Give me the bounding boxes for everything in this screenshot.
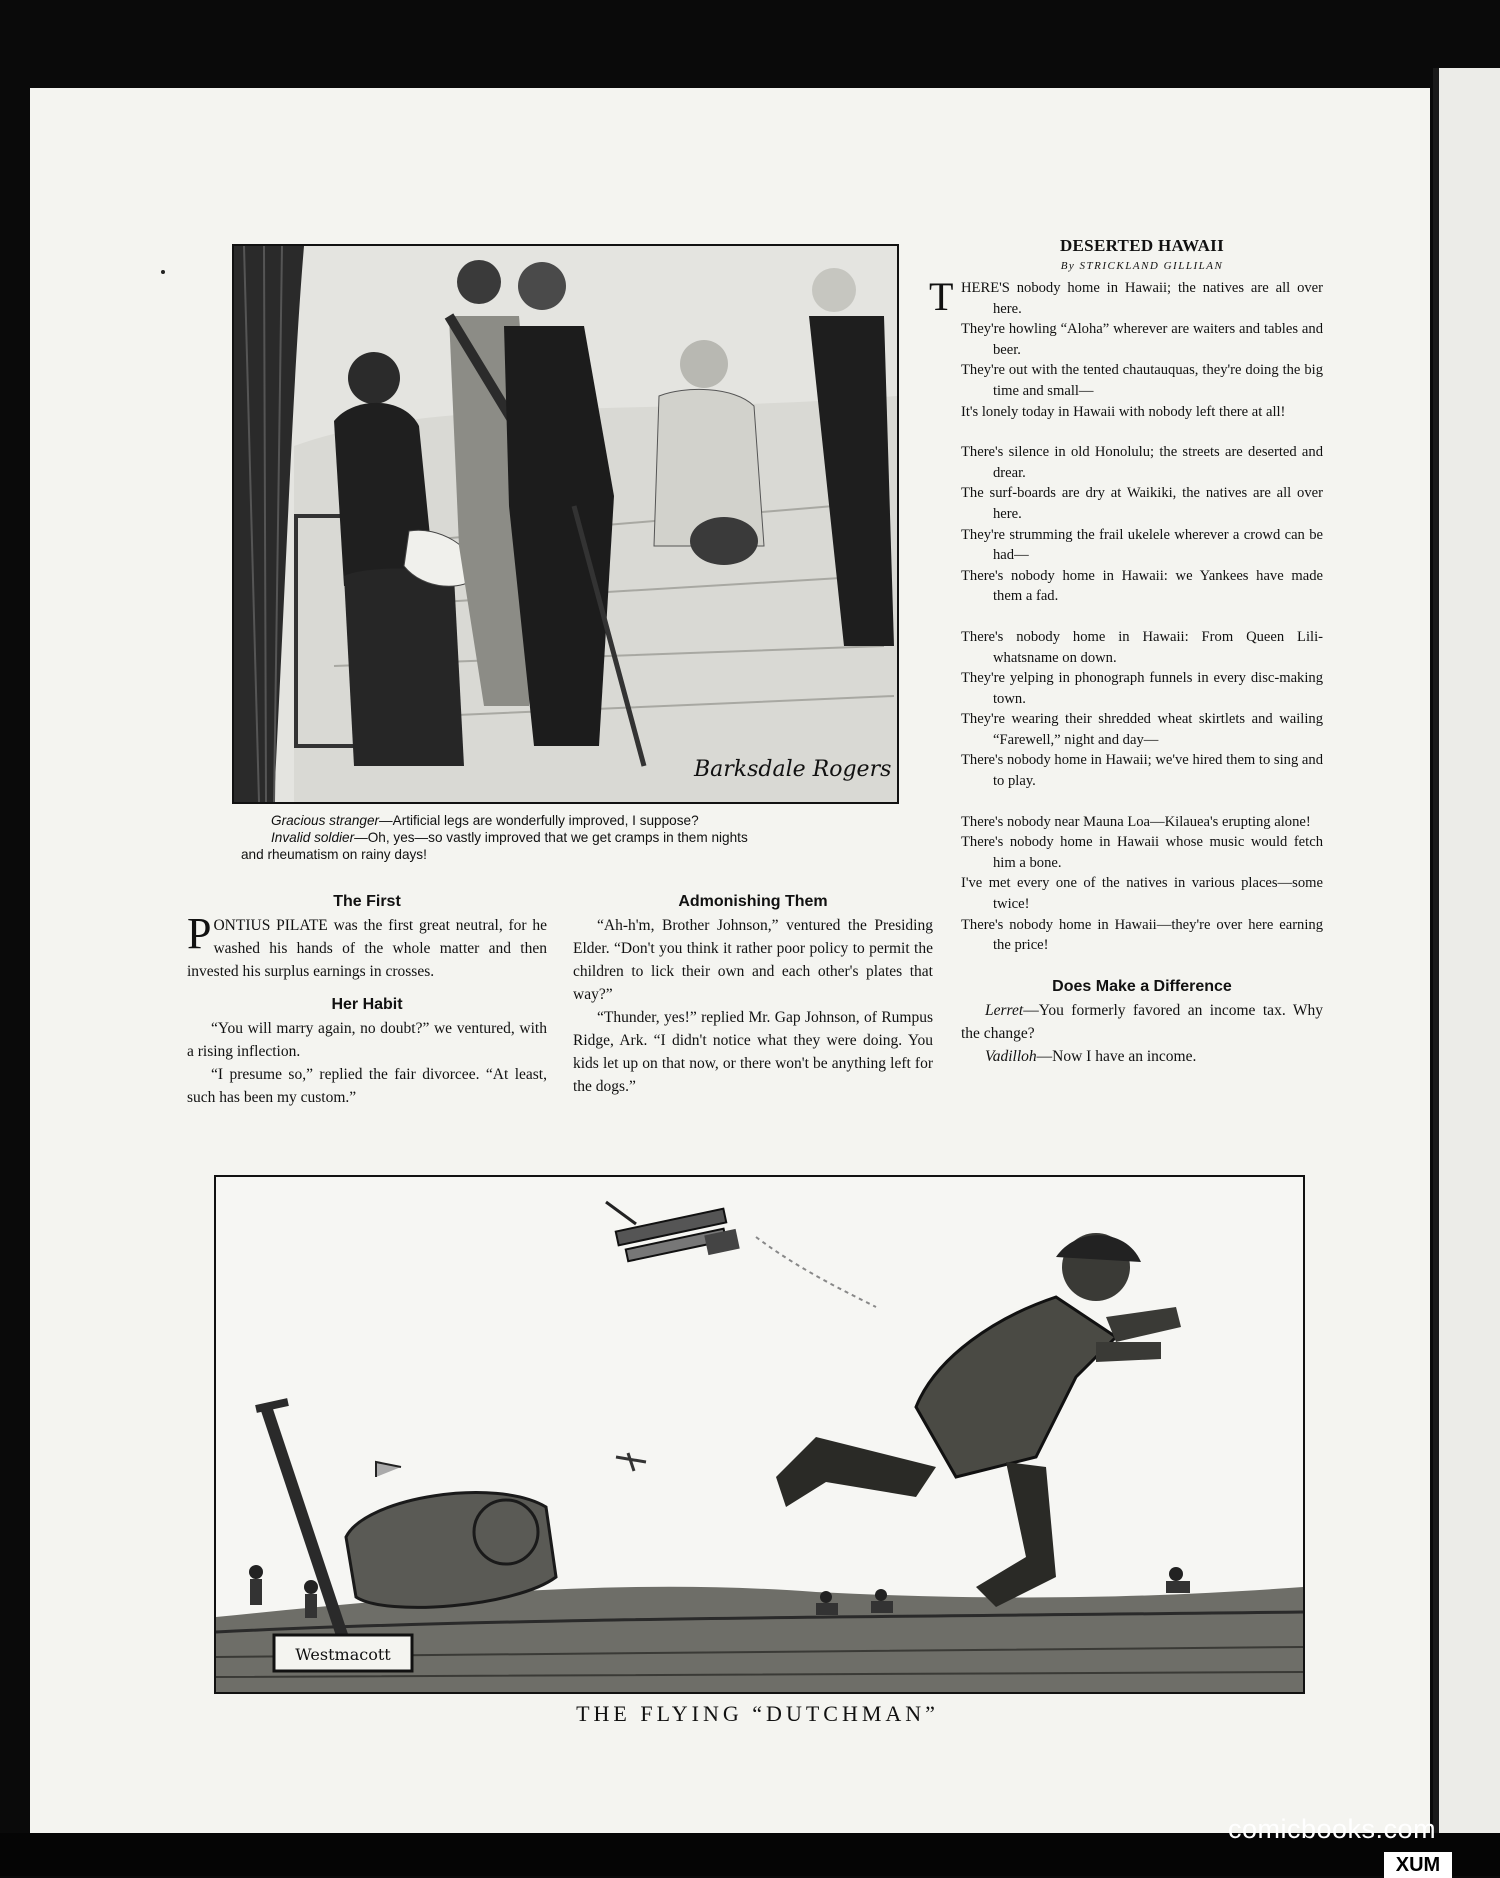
cartoon-caption <box>241 812 889 863</box>
facing-page-edge <box>1433 68 1500 1833</box>
poem-line: They're strumming the frail ukelele wherever a crowd can be had— <box>961 526 1323 564</box>
poem-line: There's nobody home in Hawaii: From Queen Lili-whatsname on down. <box>961 628 1323 666</box>
site-watermark: comicbooks.com <box>1228 1814 1437 1844</box>
artist-signature: Westmacott <box>295 1645 391 1664</box>
poem-line: There's nobody home in Hawaii: we Yankees have made them a fad. <box>961 567 1323 605</box>
column-middle <box>573 891 933 1098</box>
paragraph-her-habit-1: “You will marry again, no doubt?” we ventured, with a rising inflection. <box>187 1020 547 1060</box>
paragraph-difference-1: Lerret—You formerly favored an income tax. Why the change? <box>961 1001 1323 1042</box>
heading-difference: Does Make a Difference <box>1052 977 1232 995</box>
paragraph-difference-2: Vadilloh—Now I have an income. <box>985 1047 1197 1065</box>
poem-line: They're howling “Aloha” wherever are waiters and tables and beer. <box>961 321 1323 358</box>
poem-line: There's nobody home in Hawaii—they're over here earning the price! <box>961 916 1323 954</box>
poem-stanza <box>961 278 1323 422</box>
poem-line: They're wearing their shredded wheat skirtlets and wailing “Farewell,” night and day— <box>961 711 1323 748</box>
poem-line: There's nobody home in Hawaii whose music would fetch him a bone. <box>961 834 1323 871</box>
illustration-caption: THE FLYING “DUTCHMAN” <box>576 1701 939 1726</box>
poem-stanza <box>961 627 1323 792</box>
caption-speaker: Invalid soldier <box>271 830 355 845</box>
heading-her-habit: Her Habit <box>331 996 403 1013</box>
paragraph-admonishing-2: “Thunder, yes!” replied Mr. Gap Johnson, of Rumpus Ridge, Ark. “I didn't notice what they were doing. You kids let up on that now, or there won't be anything left for the dogs.” <box>573 1009 933 1095</box>
caption-speaker: Gracious stranger <box>271 813 380 828</box>
dropcap: P <box>187 909 212 958</box>
poem-line: There's nobody home in Hawaii; we've hired them to sing and to play. <box>961 752 1323 790</box>
caption-line: Gracious stranger—Artificial legs are wonderfully improved, I suppose? <box>271 813 699 828</box>
heading-the-first: The First <box>333 893 401 910</box>
paragraph-admonishing-1: “Ah-h'm, Brother Johnson,” ventured the Presiding Elder. “Don't you think it rather poor policy to permit the children to lick their own and each other's plates that way?” <box>573 917 933 1003</box>
poem-stanza <box>961 812 1323 956</box>
poem-title: DESERTED HAWAII <box>1059 236 1225 255</box>
page-speck <box>161 270 165 274</box>
heading-admonishing: Admonishing Them <box>678 893 828 910</box>
dialogue-speaker: Lerret <box>985 1001 1024 1019</box>
caption-line: Invalid soldier—Oh, yes—so vastly improved that we get cramps in them nights <box>271 830 748 845</box>
flying-dutchman-illustration <box>214 1175 1305 1694</box>
caption-line: and rheumatism on rainy days! <box>241 847 427 862</box>
poem-line: The surf-boards are dry at Waikiki, the natives are all over here. <box>961 485 1323 522</box>
paragraph-her-habit-2: “I presume so,” replied the fair divorcee. “At least, such has been my custom.” <box>187 1066 547 1106</box>
poem-byline: By STRICKLAND GILLILAN <box>1060 260 1224 272</box>
poem-line: They're yelping in phonograph funnels in every disc-making town. <box>961 670 1323 707</box>
poem-stanza <box>961 442 1323 607</box>
poem-line: It's lonely today in Hawaii with nobody left there at all! <box>961 403 1286 420</box>
artist-signature: Barksdale Rogers <box>694 757 892 782</box>
poem-line: There's nobody near Mauna Loa—Kilauea's erupting alone! <box>961 813 1311 830</box>
poem-line: I've met every one of the natives in various places—some twice! <box>961 875 1323 913</box>
paragraph-the-first: PONTIUS PILATE was the first great neutral, for he washed his hands of the whole matter and then invested his surplus earnings in crosses. <box>187 909 547 980</box>
poem-line: HERE'S nobody home in Hawaii; the natives are all over here. <box>961 280 1323 317</box>
poem-line: They're out with the tented chautauquas, they're doing the big time and small— <box>961 362 1323 399</box>
cartoon-soldier-illustration <box>232 244 899 804</box>
poem-line: There's silence in old Honolulu; the streets are deserted and drear. <box>961 444 1323 481</box>
scan-logo: XUM <box>1384 1852 1452 1878</box>
dialogue-speaker: Vadilloh <box>985 1047 1037 1065</box>
column-right <box>961 234 1323 1068</box>
column-left <box>187 891 547 1109</box>
